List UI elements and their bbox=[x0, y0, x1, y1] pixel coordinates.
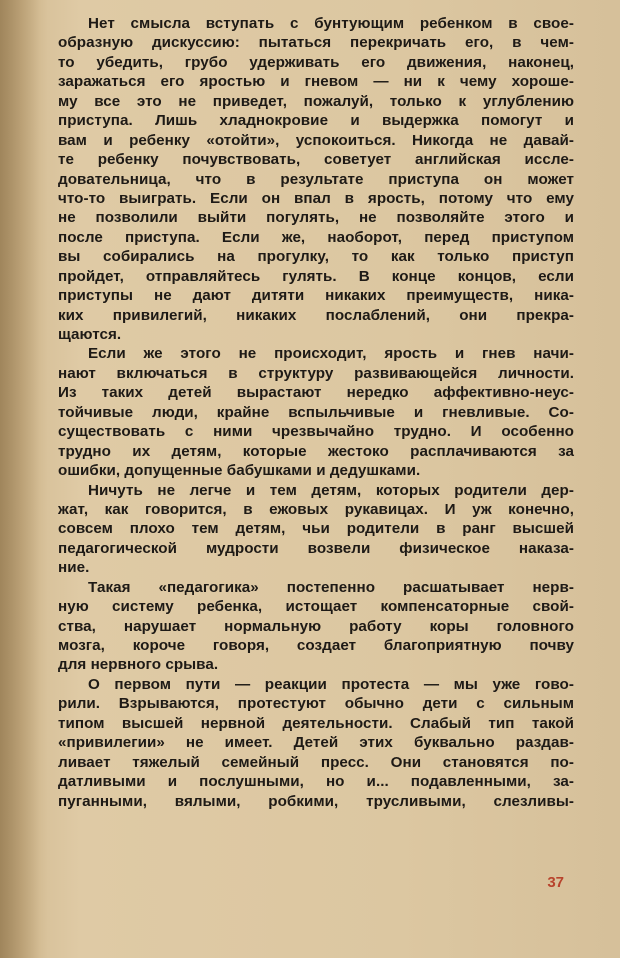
text-line: существовать с ними чрезвычайно трудно. И особенно bbox=[58, 423, 574, 441]
spine-shadow bbox=[0, 0, 40, 958]
text-line: образную дискуссию: пытаться перекричать его, в чем- bbox=[58, 34, 574, 52]
text-line: Такая «педагогика» постепенно расшатывает нерв- bbox=[88, 578, 574, 596]
text-line: нают включаться в структуру развивающейся личности. bbox=[58, 364, 574, 382]
text-line: пройдет, отправляйтесь гулять. В конце концов, если bbox=[58, 267, 574, 285]
text-line: датливыми и послушными, но и... подавленными, за- bbox=[58, 773, 574, 791]
text-line: для нервного срыва. bbox=[58, 656, 219, 674]
page-number: 37 bbox=[547, 874, 564, 891]
text-line: типом высшей нервной деятельности. Слабый тип такой bbox=[58, 714, 574, 732]
text-line: что-то выиграть. Если он впал в ярость, потому что ему bbox=[58, 189, 574, 207]
text-line: приступа. Лишь хладнокровие и выдержка помогут и bbox=[58, 112, 574, 130]
text-line: пуганными, вялыми, робкими, трусливыми, слезливы- bbox=[58, 792, 574, 810]
text-line: му все это не приведет, пожалуй, только к углублению bbox=[58, 92, 574, 110]
text-line: заражаться его яростью и гневом — ни к чему хороше- bbox=[58, 73, 574, 91]
text-line: ких привилегий, никаких послаблений, они прекра- bbox=[58, 306, 574, 324]
text-line: Из таких детей вырастают нередко аффективно-неус- bbox=[58, 384, 574, 402]
text-line: ную систему ребенка, истощает компенсаторные свой- bbox=[58, 598, 574, 616]
body-text bbox=[58, 14, 574, 811]
text-line: ошибки, допущенные бабушками и дедушками. bbox=[58, 462, 421, 480]
text-line: трудно их детям, которые жестоко расплачиваются за bbox=[58, 442, 574, 460]
text-line: после приступа. Если же, наоборот, перед приступом bbox=[58, 228, 574, 246]
text-line: мозга, короче говоря, создает благоприятную почву bbox=[58, 637, 574, 654]
text-line: довательница, что в результате приступа он может bbox=[58, 170, 574, 188]
text-line: О первом пути — реакции протеста — мы уже гово- bbox=[88, 675, 574, 693]
text-line: приступы не дают дитяти никаких преимуществ, ника- bbox=[58, 287, 574, 305]
text-line: педагогической мудрости возвели физическое наказа- bbox=[58, 539, 574, 557]
text-line: вы собирались на прогулку, то как только приступ bbox=[58, 248, 574, 266]
text-line: те ребенку почувствовать, советует английская иссле- bbox=[58, 151, 574, 169]
text-line: Нет смысла вступать с бунтующим ребенком в свое- bbox=[88, 15, 574, 32]
text-line: ние. bbox=[58, 559, 90, 577]
text-line: вам и ребенку «отойти», успокоиться. Никогда не давай- bbox=[58, 131, 574, 149]
text-line: ства, нарушает нормальную работу коры головного bbox=[58, 617, 574, 635]
text-line: то убедить, грубо удерживать его движения, наконец, bbox=[58, 53, 574, 71]
text-line: Если же этого не происходит, ярость и гнев начи- bbox=[88, 345, 574, 363]
text-line: ливает тяжелый семейный пресс. Они становятся по- bbox=[58, 753, 574, 771]
text-line: щаются. bbox=[58, 326, 122, 343]
text-line: жат, как говорится, в ежовых рукавицах. И уж конечно, bbox=[58, 500, 574, 518]
text-line: рили. Взрываются, протестуют обычно дети с сильным bbox=[58, 695, 574, 713]
text-line: тойчивые люди, крайне вспыльчивые и гневливые. Со- bbox=[58, 403, 574, 421]
text-line: Ничуть не легче и тем детям, которых родители дер- bbox=[88, 481, 574, 499]
text-line: не позволили выйти погулять, не позволяйте этого и bbox=[58, 209, 574, 227]
text-line: совсем плохо тем детям, чьи родители в ранг высшей bbox=[58, 520, 574, 538]
text-line: «привилегии» не имеет. Детей этих буквально раздав- bbox=[58, 734, 574, 752]
